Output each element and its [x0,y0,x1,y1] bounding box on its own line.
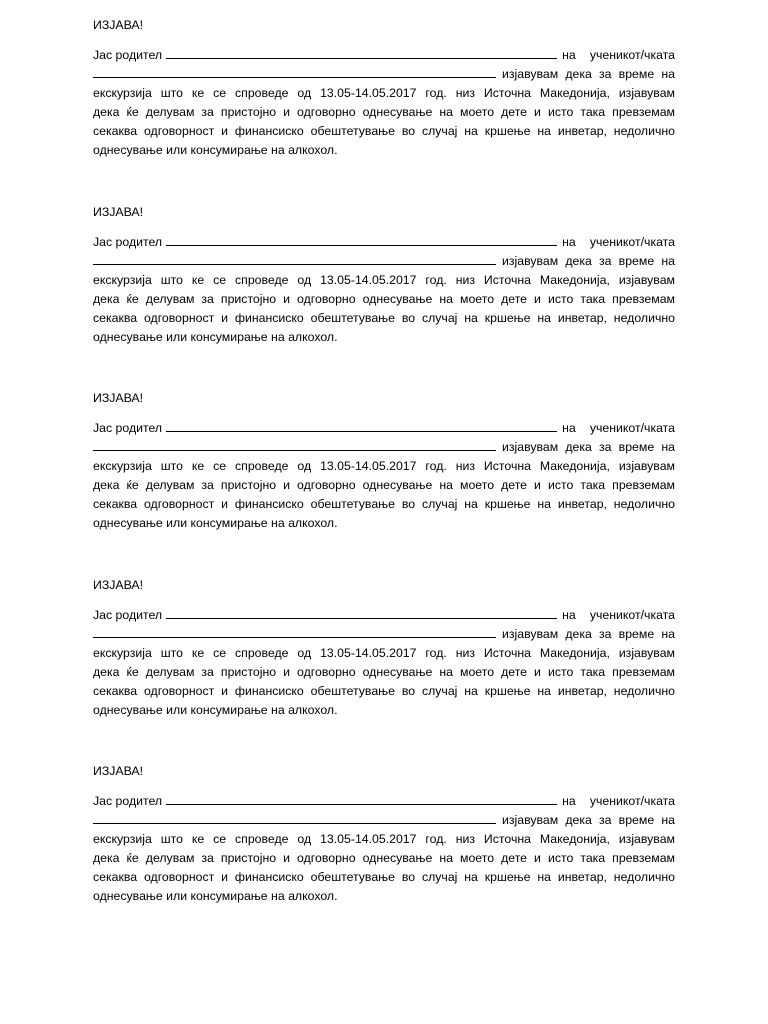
parent-line [93,606,675,625]
statement-text-line: екскурзија што ке се спроведе од 13.05-14.05.2017 год. низ Источна Македонија, изјавувам [93,459,675,473]
student-label: на ученикот/чката [562,608,675,622]
statement-block [93,762,675,906]
statement-text-line: секаква одговорност и финансиско обештетување во случај на кршење на инветар, недолично [93,684,675,698]
statement-text-line: дека ќе делувам за пристојно и одговорно однесување на моето дете и исто така превземам [93,105,675,119]
parent-label: Јас родител [93,421,163,435]
statement-text-line: дека ќе делувам за пристојно и одговорно однесување на моето дете и исто така превземам [93,292,675,306]
student-name-blank[interactable] [93,811,496,824]
student-line [93,65,675,84]
statement-text-line: екскурзија што ке се спроведе од 13.05-14.05.2017 год. низ Источна Македонија, изјавувам [93,646,675,660]
statement-block [93,389,675,533]
statement-heading: ИЗЈАВА! [93,205,144,219]
statement-text-line: секаква одговорност и финансиско обештетување во случај на кршење на инветар, недолично [93,870,675,884]
parent-line [93,419,675,438]
statement-text-line: секаква одговорност и финансиско обештетување во случај на кршење на инветар, недолично [93,311,675,325]
parent-label: Јас родител [93,794,163,808]
statement-text-line: секаква одговорност и финансиско обештетување во случај на кршење на инветар, недолично [93,124,675,138]
student-name-blank[interactable] [93,438,496,451]
parent-label: Јас родител [93,48,163,62]
student-name-blank[interactable] [93,625,496,638]
statement-text-line: дека ќе делувам за пристојно и одговорно однесување на моето дете и исто така превземам [93,478,675,492]
statement-text-line: однесување или консумирање на алкохол. [93,330,338,344]
statement-text-line: екскурзија што ке се спроведе од 13.05-14.05.2017 год. низ Источна Македонија, изјавувам [93,832,675,846]
statement-text-line: однесување или консумирање на алкохол. [93,889,338,903]
statement-text-line: однесување или консумирање на алкохол. [93,703,338,717]
declare-text: изјавувам дека за време на [502,813,675,827]
declare-text: изјавувам дека за време на [502,254,675,268]
student-name-blank[interactable] [93,252,496,265]
statement-block [93,576,675,720]
student-line [93,252,675,271]
statement-text-line: однесување или консумирање на алкохол. [93,143,338,157]
parent-name-blank[interactable] [166,419,557,432]
parent-line [93,46,675,65]
parent-name-blank[interactable] [166,233,557,246]
statement-heading: ИЗЈАВА! [93,764,144,778]
student-line [93,438,675,457]
student-label: на ученикот/чката [562,421,675,435]
student-label: на ученикот/чката [562,48,675,62]
declare-text: изјавувам дека за време на [502,440,675,454]
parent-name-blank[interactable] [166,606,557,619]
statement-text-line: дека ќе делувам за пристојно и одговорно однесување на моето дете и исто така превземам [93,851,675,865]
statement-text-line: дека ќе делувам за пристојно и одговорно однесување на моето дете и исто така превземам [93,665,675,679]
declare-text: изјавувам дека за време на [502,627,675,641]
statement-heading: ИЗЈАВА! [93,391,144,405]
statement-text-line: однесување или консумирање на алкохол. [93,516,338,530]
student-label: на ученикот/чката [562,235,675,249]
statement-text-line: екскурзија што ке се спроведе од 13.05-14.05.2017 год. низ Источна Македонија, изјавувам [93,273,675,287]
student-line [93,811,675,830]
student-label: на ученикот/чката [562,794,675,808]
statement-text-line: секаква одговорност и финансиско обештетување во случај на кршење на инветар, недолично [93,497,675,511]
parent-label: Јас родител [93,235,163,249]
parent-label: Јас родител [93,608,163,622]
parent-name-blank[interactable] [166,46,557,59]
student-name-blank[interactable] [93,65,496,78]
declare-text: изјавувам дека за време на [502,67,675,81]
parent-line [93,233,675,252]
statement-heading: ИЗЈАВА! [93,578,144,592]
statement-heading: ИЗЈАВА! [93,18,144,32]
statement-block [93,203,675,347]
statement-block [93,16,675,160]
parent-name-blank[interactable] [166,792,557,805]
statement-text-line: екскурзија што ке се спроведе од 13.05-14.05.2017 год. низ Источна Македонија, изјавувам [93,86,675,100]
student-line [93,625,675,644]
parent-line [93,792,675,811]
